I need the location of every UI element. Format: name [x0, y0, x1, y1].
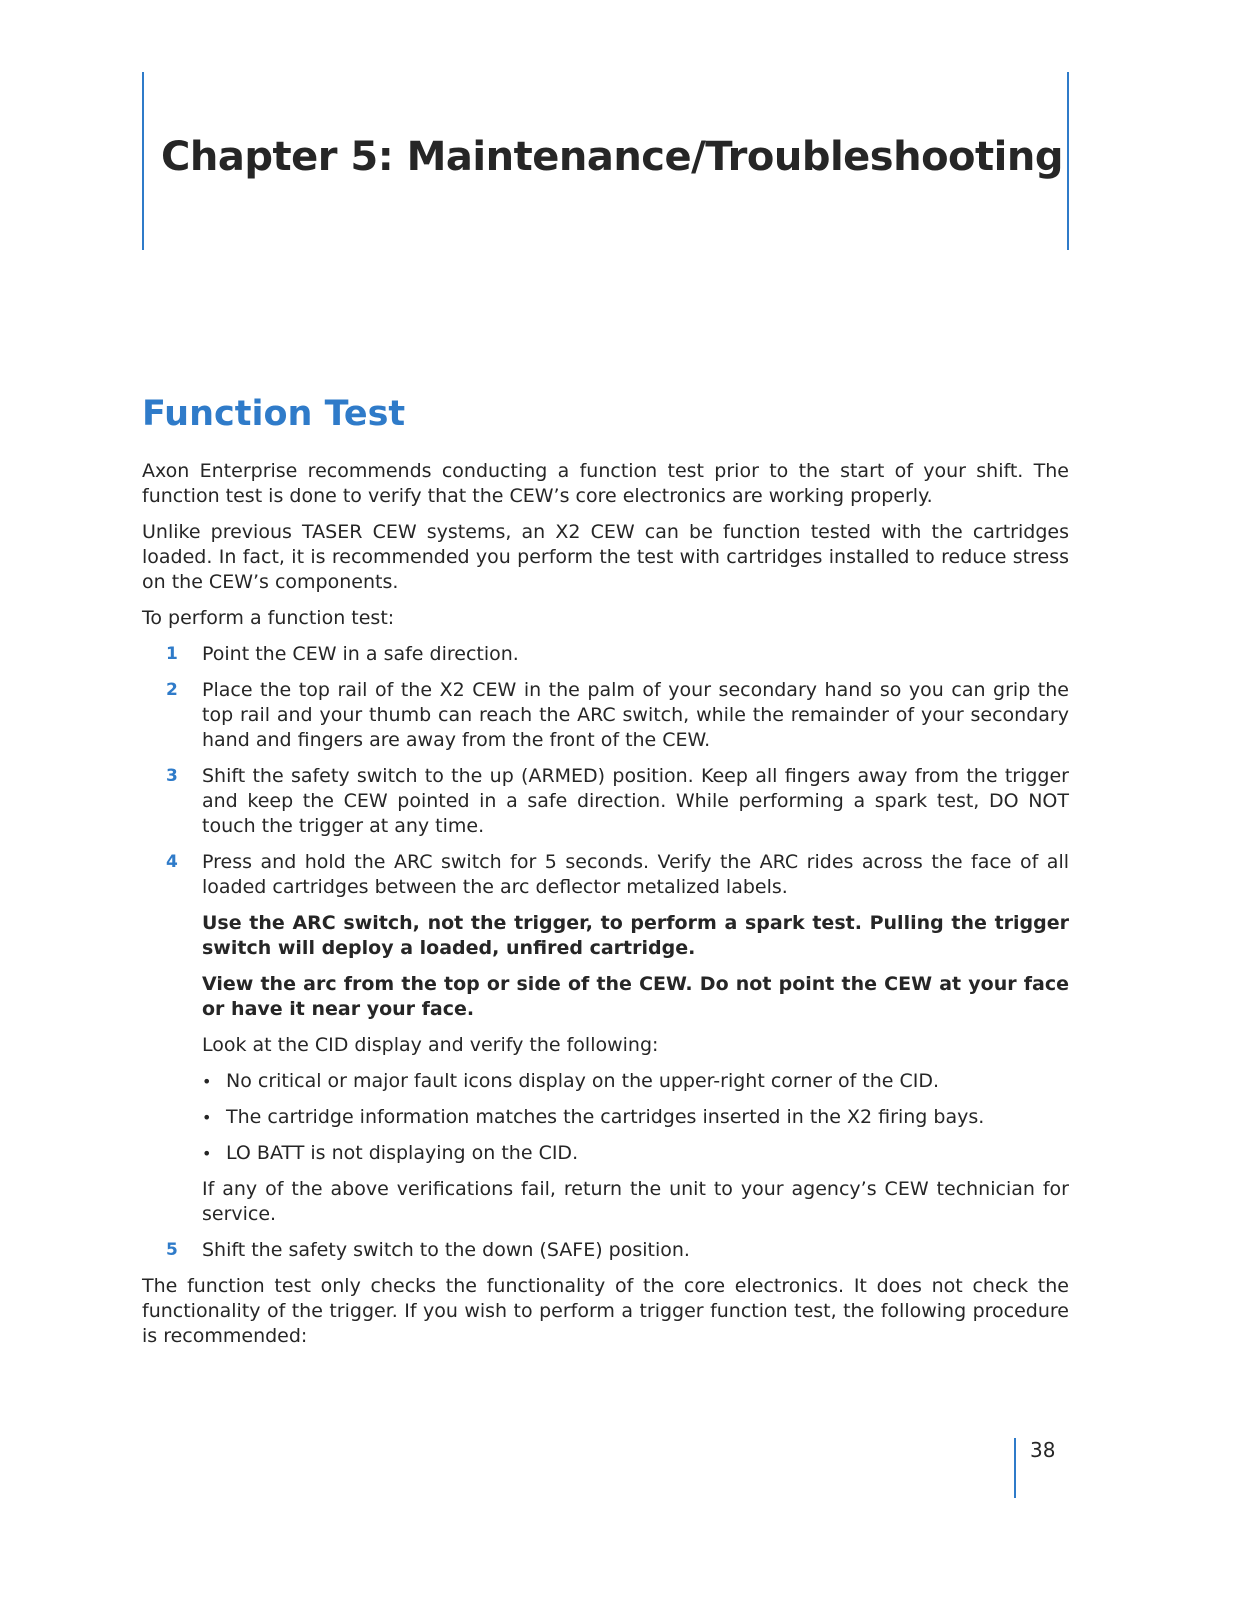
bullet-icon: • [202, 1072, 212, 1091]
intro-paragraph: Axon Enterprise recommends conducting a function test prior to the start of your shift. The function test is done to verify that the CEW’s core electronics are working properly. [142, 460, 1069, 507]
step-text: Shift the safety switch to the up (ARMED) position. Keep all fingers away from the trigger and keep the CEW pointed in a safe direction. While performing a spark test, DO NOT touch the trigger at any time. [202, 765, 1069, 837]
list-item [202, 1069, 1069, 1094]
list-item-text: The cartridge information matches the cartridges inserted in the X2 firing bays. [226, 1106, 985, 1128]
bullet-icon: • [202, 1108, 212, 1127]
closing-paragraph: The function test only checks the functionality of the core electronics. It does not check the functionality of the trigger. If you wish to perform a trigger function test, the following procedure is recommended: [142, 1275, 1069, 1347]
step-text: Shift the safety switch to the down (SAFE) position. [202, 1239, 690, 1261]
intro-paragraph: Unlike previous TASER CEW systems, an X2 CEW can be function tested with the cartridges loaded. In fact, it is recommended you perform the test with cartridges installed to reduce stress on the CEW’s components. [142, 521, 1069, 593]
list-item [202, 1105, 1069, 1130]
step-number: 1 [166, 644, 178, 664]
step-item [142, 764, 1069, 839]
section-title: Function Test [142, 394, 406, 434]
step-number: 3 [166, 766, 178, 786]
step-item [142, 642, 1069, 667]
step-text: Press and hold the ARC switch for 5 seconds. Verify the ARC rides across the face of all loaded cartridges between the arc deflector metalized labels. [202, 851, 1069, 898]
step-number: 2 [166, 680, 178, 700]
chapter-left-rule [142, 72, 144, 250]
step-item [142, 1238, 1069, 1263]
step-number: 5 [166, 1240, 178, 1260]
warning-note: View the arc from the top or side of the CEW. Do not point the CEW at your face or have it near your face. [202, 973, 1069, 1020]
verify-list [202, 1069, 1069, 1166]
step-text: Point the CEW in a safe direction. [202, 643, 519, 665]
list-item [202, 1141, 1069, 1166]
page-number: 38 [1030, 1438, 1056, 1462]
bullet-icon: • [202, 1144, 212, 1163]
verify-intro: Look at the CID display and verify the following: [202, 1034, 659, 1056]
warning-note: Use the ARC switch, not the trigger, to perform a spark test. Pulling the trigger switch will deploy a loaded, unfired cartridge. [202, 912, 1069, 959]
step-item [142, 850, 1069, 1227]
list-item-text: LO BATT is not displaying on the CID. [226, 1142, 579, 1164]
chapter-right-rule [1067, 72, 1069, 250]
page-number-rule [1014, 1438, 1016, 1498]
steps-lead-in: To perform a function test: [142, 607, 395, 629]
step-details [202, 911, 1069, 1227]
list-item-text: No critical or major fault icons display on the upper-right corner of the CID. [226, 1070, 940, 1092]
chapter-title: Chapter 5: Maintenance/Troubleshooting [161, 134, 1063, 180]
fail-note: If any of the above verifications fail, return the unit to your agency’s CEW technician for service. [202, 1178, 1069, 1225]
step-item [142, 678, 1069, 753]
function-test-steps [142, 642, 1069, 1263]
step-number: 4 [166, 852, 178, 872]
step-text: Place the top rail of the X2 CEW in the palm of your secondary hand so you can grip the top rail and your thumb can reach the ARC switch, while the remainder of your secondary hand and fingers are away from the front of the CEW. [202, 679, 1069, 751]
section-body [142, 459, 1069, 1360]
